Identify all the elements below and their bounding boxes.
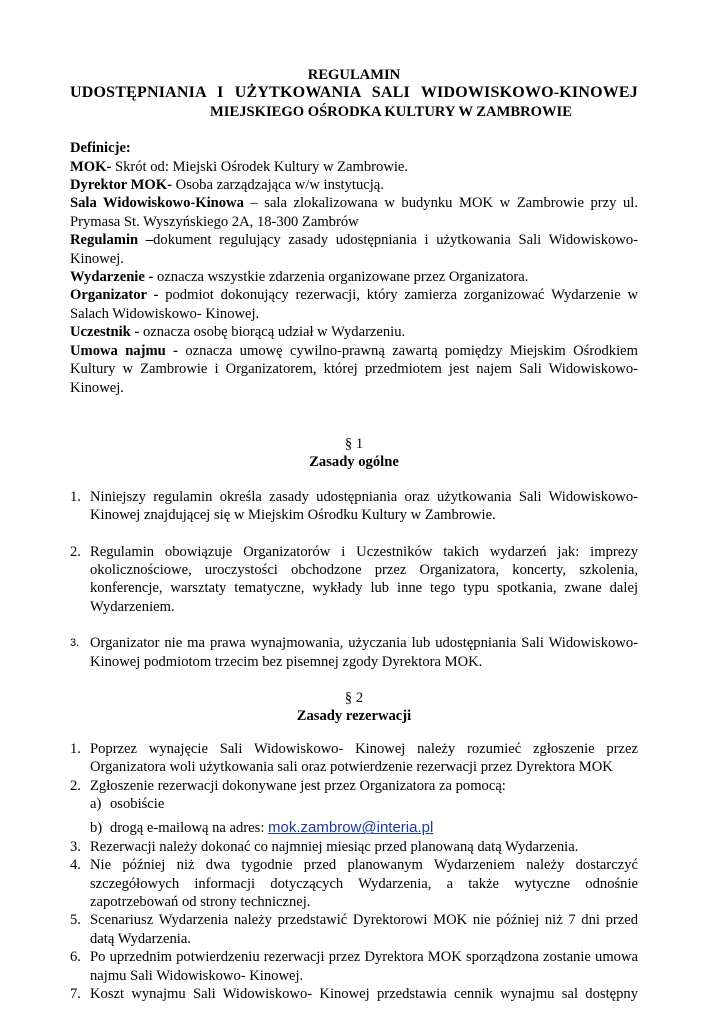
section-2-list <box>70 740 638 1004</box>
sub-item: b) drogą e-mailową na adres: mok.zambrow@interia.pl <box>90 819 434 837</box>
definition-item: Umowa najmu - oznacza umowę cywilno-prawną zawartą pomiędzy Miejskim Ośrodkiem Kultury w Zambrowie i Organizatorem, której przedmiotem jest najem Sali Widowiskowo-Kinowej. <box>70 342 638 396</box>
list-item: 3. Rezerwacji należy dokonać co najmniej miesiąc przed planowaną datą Wydarzenia. <box>70 838 579 855</box>
list-item: 1. Niniejszy regulamin określa zasady udostępniania oraz użytkowania Sali Widowiskowo-Kinowej znajdującej się w Miejskim Ośrodku Kultury w Zambrowie. <box>70 488 638 524</box>
definition-item: Sala Widowiskowo-Kinowa – sala zlokalizowana w budynku MOK w Zambrowie przy ul. Prymasa St. Wyszyńskiego 2A, 18-300 Zambrów <box>70 195 638 230</box>
definition-item: Wydarzenie - oznacza wszystkie zdarzenia organizowane przez Organizatora. <box>70 269 529 286</box>
list-item: 6. Po uprzednim potwierdzeniu rezerwacji przez Dyrektora MOK sporządzona zostanie umowa najmu Sali Widowiskowo- Kinowej. <box>70 949 638 984</box>
list-item: 2. Regulamin obowiązuje Organizatorów i Uczestników takich wydarzeń jak: imprezy okolicznościowe, uroczystości obchodzone przez Organizatora, koncerty, szkolenia, konferencje, warsztaty tematyczne, wykłady lub inne tego typu spotkania, zwane dalej Wydarzeniem. <box>70 543 638 615</box>
section-1-symbol: § 1 <box>344 435 364 452</box>
document-page <box>70 66 638 1003</box>
definition-item: Dyrektor MOK- Osoba zarządzająca w/w instytucją. <box>70 177 384 194</box>
sub-item: a) osobiście <box>90 796 165 812</box>
definition-item: Organizator - podmiot dokonujący rezerwacji, który zamierza zorganizować Wydarzenie w Salach Widowiskowo- Kinowej. <box>70 287 639 322</box>
doc-title: REGULAMIN <box>307 67 401 83</box>
section-2-title: Zasady rezerwacji <box>296 708 412 725</box>
definition-item: MOK- Skrót od: Miejski Ośrodek Kultury w Zambrowie. <box>70 158 409 175</box>
definitions-list <box>70 158 638 397</box>
definition-item: Uczestnik - oznacza osobę biorącą udział w Wydarzeniu. <box>70 324 406 341</box>
section-1-list <box>70 488 638 671</box>
list-item: 7. Koszt wynajmu Sali Widowiskowo- Kinowej przedstawia cennik wynajmu sal dostępny <box>70 986 638 1003</box>
definitions-heading: Definicje: <box>70 140 131 157</box>
section-1-title: Zasady ogólne <box>309 454 399 471</box>
definition-item: Regulamin –dokument regulujący zasady udostępniania i użytkowania Sali Widowiskowo-Kinowej. <box>70 232 639 267</box>
email-link[interactable]: mok.zambrow@interia.pl <box>268 819 434 837</box>
doc-subtitle: UDOSTĘPNIANIA I UŻYTKOWANIA SALI WIDOWISKOWO-KINOWEJ <box>70 84 638 102</box>
list-item: 5. Scenariusz Wydarzenia należy przedstawić Dyrektorowi MOK nie później niż 7 dni przed datą Wydarzenia. <box>70 912 638 947</box>
section-2-symbol: § 2 <box>344 689 364 706</box>
list-item: 2. Zgłoszenie rezerwacji dokonywane jest przez Organizatora za pomocą: a) osobiście b) drogą e-mailową na adres: mok.zambrow@interia.pl <box>70 777 638 838</box>
list-item: 3. Organizator nie ma prawa wynajmowania, użyczania lub udostępniania Sali Widowiskowo-Kinowej podmiotom trzecim bez pisemnej zgody Dyrektora MOK. <box>70 635 638 670</box>
doc-subtitle-2: MIEJSKIEGO OŚRODKA KULTURY W ZAMBROWIE <box>210 103 572 120</box>
list-item: 1. Poprzez wynajęcie Sali Widowiskowo- Kinowej należy rozumieć zgłoszenie przez Organizatora woli użytkowania sali oraz potwierdzenie rezerwacji przez Dyrektora MOK <box>70 740 638 776</box>
list-item: 4. Nie później niż dwa tygodnie przed planowanym Wydarzeniem należy dostarczyć szczegółowych informacji dotyczących Wydarzenia, a także wytyczne odnośnie zapotrzebowań od strony technicznej. <box>70 857 638 911</box>
